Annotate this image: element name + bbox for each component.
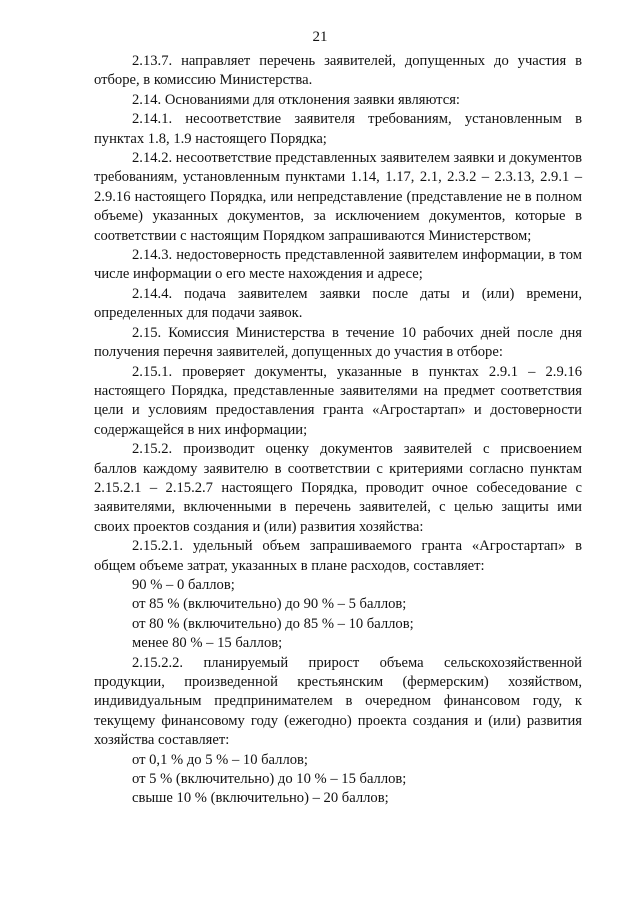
list-item: менее 80 % – 15 баллов; — [132, 635, 283, 652]
list-item: от 80 % (включительно) до 85 % – 10 баллов; — [132, 615, 414, 632]
list-item: свыше 10 % (включительно) – 20 баллов; — [132, 790, 389, 807]
paragraph-2-14-1: 2.14.1. несоответствие заявителя требованиям, установленным в пунктах 1.8, 1.9 настоящего Порядка; — [94, 111, 582, 147]
paragraph-2-15-2-2: 2.15.2.2. планируемый прирост объема сельскохозяйственной продукции, произведенной крестьянским (фермерским) хозяйством, индивидуальным предпринимателем в очередном финансовом году, к текущему финансовому году (ежегодно) проекта создания и (или) развития хозяйства составляет: — [94, 654, 582, 749]
paragraph-2-14-2: 2.14.2. несоответствие представленных заявителем заявки и документов требованиям, установленным пунктами 1.14, 1.17, 2.1, 2.3.2 – 2.3.13, 2.9.1 – 2.9.16 настоящего Порядка, или непредставление (представление не в полном объеме) указанных документов, за исключением документов, которые в соответствии с настоящим Порядком запрашиваются Министерством; — [94, 150, 582, 244]
paragraph-2-14: 2.14. Основаниями для отклонения заявки являются: — [132, 91, 460, 108]
list-item: от 5 % (включительно) до 10 % – 15 баллов; — [132, 771, 407, 788]
paragraph-2-15-1: 2.15.1. проверяет документы, указанные в пунктах 2.9.1 – 2.9.16 настоящего Порядка, представленные заявителями на предмет соответствия цели и условиям предоставления гранта «Агростартап» и достоверности содержащейся в них информации; — [94, 363, 582, 438]
list-item: 90 % – 0 баллов; — [132, 576, 235, 593]
page-number: 21 — [312, 29, 328, 45]
paragraph-2-15-2-1: 2.15.2.1. удельный объем запрашиваемого гранта «Агростартап» в общем объеме затрат, указанных в плане расходов, составляет: — [94, 538, 582, 574]
paragraph-2-14-4: 2.14.4. подача заявителем заявки после даты и (или) времени, определенных для подачи заявок. — [94, 285, 582, 322]
paragraph-2-13-7: 2.13.7. направляет перечень заявителей, допущенных до участия в отборе, в комиссию Министерства. — [94, 53, 582, 89]
paragraph-2-14-3: 2.14.3. недостоверность представленной заявителем информации, в том числе информации о его месте нахождения и адресе; — [94, 247, 582, 283]
paragraph-2-15: 2.15. Комиссия Министерства в течение 10 рабочих дней после дня получения перечня заявителей, допущенных до участия в отборе: — [94, 324, 582, 361]
document-body — [94, 52, 582, 809]
list-item: от 85 % (включительно) до 90 % – 5 баллов; — [132, 596, 407, 613]
paragraph-2-15-2: 2.15.2. производит оценку документов заявителей с присвоением баллов каждому заявителю в соответствии с критериями согласно пунктам 2.15.2.1 – 2.15.2.7 настоящего Порядка, проводит очное собеседование с заявителями, включенными в перечень заявителей, с целью защиты ими своих проектов создания и (или) развития хозяйства: — [94, 441, 582, 535]
list-item: от 0,1 % до 5 % – 10 баллов; — [132, 751, 308, 768]
